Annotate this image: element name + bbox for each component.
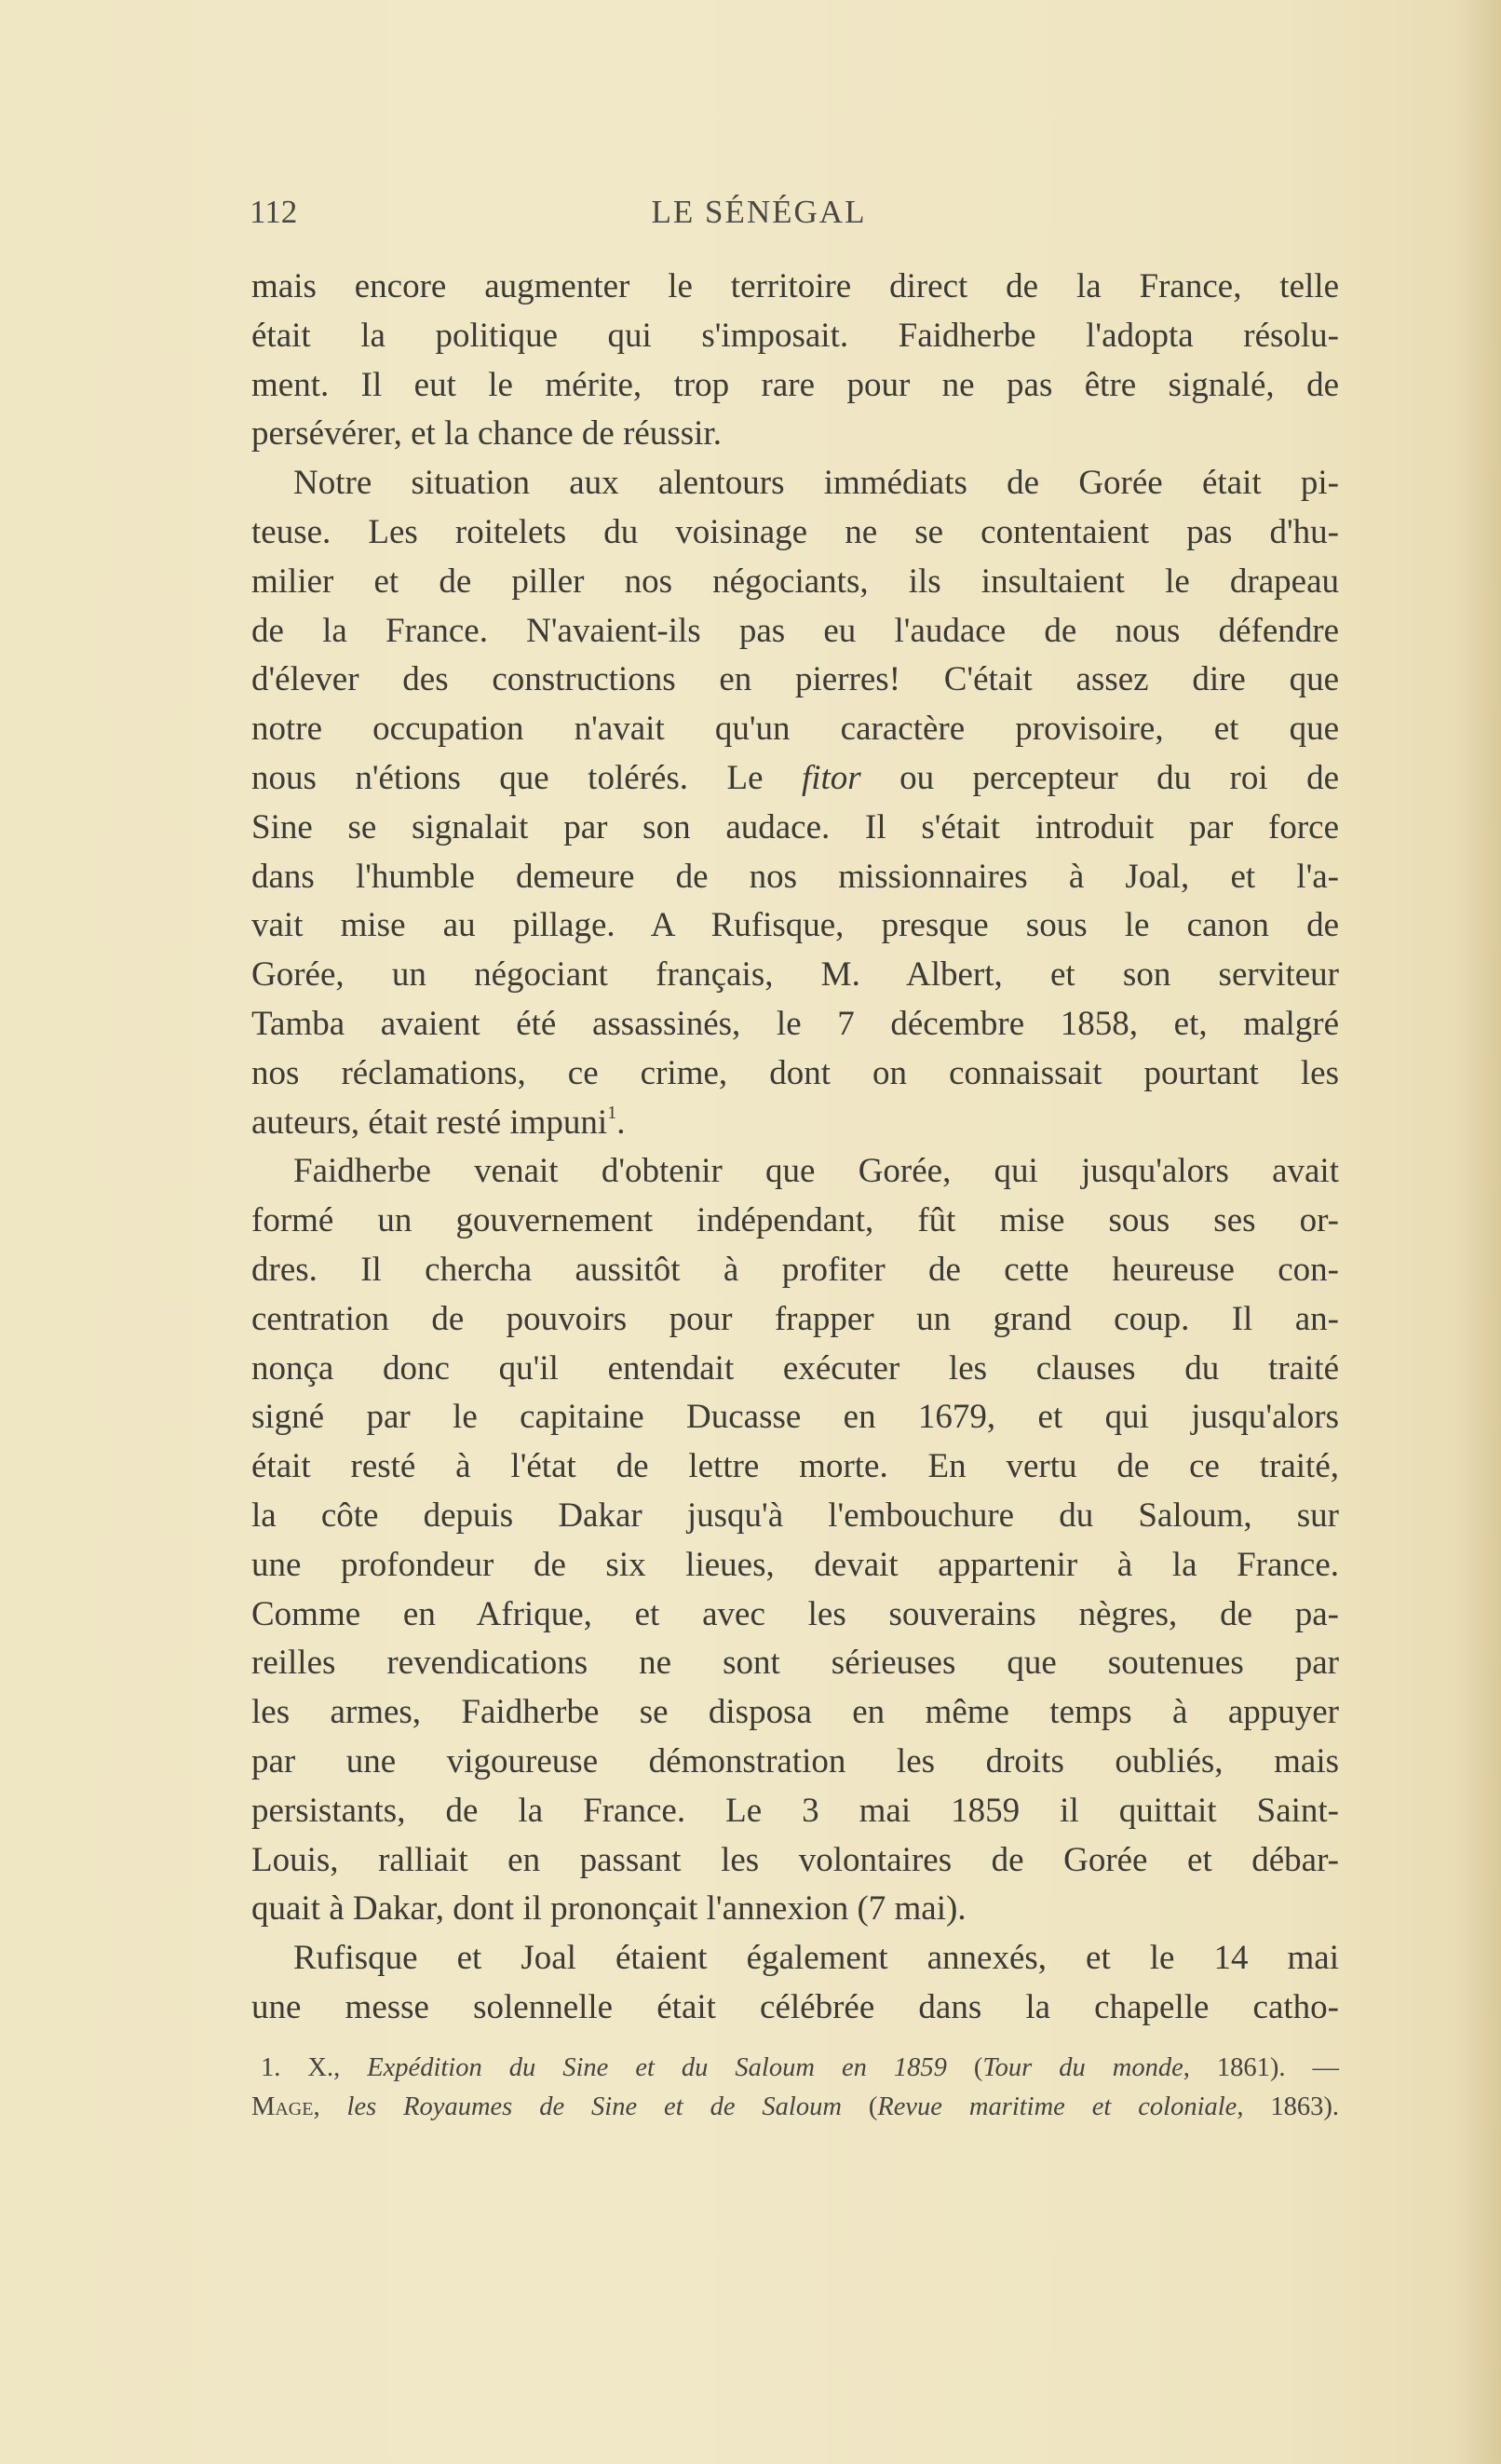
footnote-segment: ( [841, 2092, 878, 2121]
paragraph [251, 1147, 1339, 1934]
paragraph [251, 1934, 1339, 2033]
citation-title: Tour du monde [982, 2053, 1183, 2082]
footnote-segment: , 1861). — [1183, 2053, 1339, 2082]
text-line [251, 754, 1339, 804]
text-line: était la politique qui s'imposait. Faidherbe l'adopta résolu- [251, 316, 1339, 355]
citation-title: Expédition du Sine et du Saloum en 1859 [367, 2053, 947, 2082]
footnote-segment: 1. X., [261, 2053, 368, 2082]
text-line: Faidherbe venait d'obtenir que Gorée, qui jusqu'alors avait [293, 1152, 1339, 1191]
text-line: formé un gouvernement indépendant, fût mise sous ses or- [251, 1201, 1339, 1240]
text-line: de la France. N'avaient-ils pas eu l'audace de nous défendre [251, 611, 1339, 650]
text-line: mais encore augmenter le territoire direct de la France, telle [251, 267, 1339, 305]
text-line: la côte depuis Dakar jusqu'à l'embouchure du Saloum, sur [251, 1496, 1339, 1535]
text-line: vait mise au pillage. A Rufisque, presque sous le canon de [251, 906, 1339, 945]
italic-term: fitor [801, 758, 861, 797]
text-line: ment. Il eut le mérite, trop rare pour ne pas être signalé, de [251, 365, 1339, 404]
footnote-segment: , 1863). [1237, 2092, 1339, 2121]
text-line: Comme en Afrique, et avec les souverains nègres, de pa- [251, 1594, 1339, 1633]
text-line: signé par le capitaine Ducasse en 1679, et qui jusqu'alors [251, 1398, 1339, 1437]
footnote-ref: 1 [607, 1102, 617, 1123]
text-line: Louis, ralliait en passant les volontaires de Gorée et débar- [251, 1840, 1339, 1879]
text-line: persévérer, et la chance de réussir. [251, 414, 722, 454]
running-title: LE SÉNÉGAL [651, 194, 867, 230]
paragraph [251, 263, 1339, 459]
text-segment: auteurs, était resté impuni [251, 1103, 608, 1142]
text-segment: . [616, 1103, 626, 1142]
text-line: les armes, Faidherbe se disposa en même temps à appuyer [251, 1693, 1339, 1732]
text-line: milier et de piller nos négociants, ils insultaient le drapeau [251, 562, 1339, 601]
text-line: persistants, de la France. Le 3 mai 1859 il quittait Saint- [251, 1791, 1339, 1830]
text-line: reilles revendications ne sont sérieuses que soutenues par [251, 1644, 1339, 1683]
footnote-segment: ( [946, 2053, 983, 2082]
footnote-line [251, 2088, 1339, 2127]
text-segment: nous n'étions que tolérés. Le [251, 758, 802, 797]
text-line: une profondeur de six lieues, devait appartenir à la France. [251, 1545, 1339, 1584]
text-line: Tamba avaient été assassinés, le 7 décembre 1858, et, malgré [251, 1004, 1339, 1043]
text-line: Rufisque et Joal étaient également annexés, et le 14 mai [293, 1939, 1339, 1978]
page-number: 112 [250, 194, 298, 230]
text-line: notre occupation n'avait qu'un caractère provisoire, et que [251, 710, 1339, 749]
text-line: Gorée, un négociant français, M. Albert, et son serviteur [251, 955, 1339, 995]
text-line: centration de pouvoirs pour frapper un grand coup. Il an- [251, 1299, 1339, 1338]
paragraph [251, 459, 1339, 1147]
text-line: par une vigoureuse démonstration les droits oubliés, mais [251, 1741, 1339, 1780]
text-line: était resté à l'état de lettre morte. En vertu de ce traité, [251, 1447, 1339, 1486]
text-line: Sine se signalait par son audace. Il s'était introduit par force [251, 807, 1339, 846]
text-line: dres. Il chercha aussitôt à profiter de cette heureuse con- [251, 1250, 1339, 1289]
footnote [251, 2049, 1339, 2127]
footnote-line [251, 2049, 1339, 2088]
text-line [251, 1099, 1339, 1148]
text-line: Notre situation aux alentours immédiats de Gorée était pi- [293, 464, 1339, 503]
text-line: quait à Dakar, dont il prononçait l'annexion (7 mai). [251, 1889, 967, 1929]
citation-title: Revue maritime et coloniale [877, 2092, 1237, 2121]
citation-title: les Royaumes de Sine et de Saloum [346, 2092, 842, 2121]
text-line: nos réclamations, ce crime, dont on connaissait pourtant les [251, 1053, 1339, 1092]
body-text [251, 263, 1339, 2033]
footnote-segment: , [313, 2092, 347, 2121]
text-line: une messe solennelle était célébrée dans la chapelle catho- [251, 1987, 1339, 2026]
text-line: teuse. Les roitelets du voisinage ne se contentaient pas d'hu- [251, 512, 1339, 551]
text-segment: ou percepteur du roi de [860, 758, 1339, 797]
text-line: dans l'humble demeure de nos missionnaires à Joal, et l'a- [251, 857, 1339, 896]
text-line: nonça donc qu'il entendait exécuter les clauses du traité [251, 1348, 1339, 1388]
text-line: d'élever des constructions en pierres! C'était assez dire que [251, 660, 1339, 699]
footnote-segment: Mage [251, 2092, 314, 2121]
